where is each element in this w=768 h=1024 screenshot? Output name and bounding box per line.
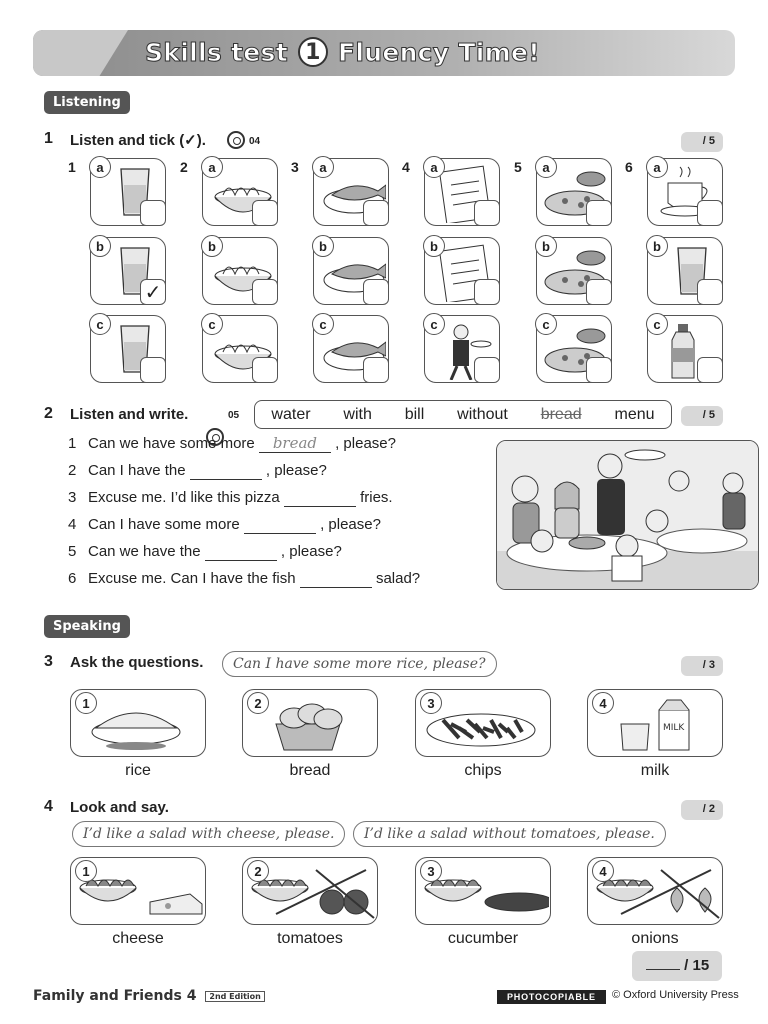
picture-label: bread [289,762,331,779]
fill-in-sentence [68,515,381,534]
option-letter: c [423,313,445,335]
option-letter: c [312,313,334,335]
sentence-number: 5 [68,543,77,560]
tick-box[interactable] [697,200,723,226]
sentence-number: 2 [68,462,77,479]
fill-in-sentence [68,542,342,561]
tick-box[interactable] [474,357,500,383]
word-crossed: bread [540,405,582,423]
option-letter: a [535,156,557,178]
title-number: 1 [298,37,328,67]
sentence-text: Excuse me. I’d like this pizza [88,489,284,506]
sentence-text: salad? [371,570,421,587]
tick-box[interactable] [140,357,166,383]
sentence-text: , please? [276,543,342,560]
answer-option-card [536,315,612,383]
fill-in-sentence [68,461,327,480]
q1-instruction: Listen and tick (✓). [70,132,206,149]
q4-speech-bubble-2: I’d like a salad without tomatoes, please. [353,821,666,847]
total-score [632,951,722,981]
sentence-text: Can we have some more [88,435,259,452]
column-number: 2 [180,159,188,175]
tick-box[interactable] [474,279,500,305]
q2-track: 05 [228,410,240,421]
tick-box[interactable] [586,200,612,226]
answer-blank[interactable] [284,488,356,507]
tick-box[interactable] [474,200,500,226]
banner-stripe [33,30,128,76]
option-letter: a [312,156,334,178]
q4-number: 4 [44,798,53,815]
tick-box[interactable] [363,200,389,226]
q4-score: / 2 [681,800,723,820]
picture-card [70,689,206,757]
option-letter: a [89,156,111,178]
option-letter: c [646,313,668,335]
answer-option-card [424,315,500,383]
picture-label: chips [464,762,502,779]
option-letter: c [535,313,557,335]
word: with [343,405,372,423]
sentence-number: 1 [68,435,77,452]
picture-number: 3 [420,860,442,882]
picture-number: 2 [247,860,269,882]
answer-option-card [313,315,389,383]
section-label-speaking: Speaking [44,615,130,638]
sentence-text: , please? [315,516,381,533]
tick-box[interactable] [697,357,723,383]
tick-box[interactable] [140,200,166,226]
q4-speech-bubble-1: I’d like a salad with cheese, please. [72,821,345,847]
column-number: 3 [291,159,299,175]
option-letter: a [423,156,445,178]
answer-blank[interactable]: bread [259,434,331,453]
section-label-listening: Listening [44,91,130,114]
option-letter: b [89,235,111,257]
picture-card [415,857,551,925]
option-letter: a [646,156,668,178]
q3-instruction: Ask the questions. [70,654,204,671]
picture-number: 2 [247,692,269,714]
picture-card [242,857,378,925]
edition-label: 2nd Edition [205,991,264,1002]
restaurant-scene-image [496,440,759,590]
q3-score: / 3 [681,656,723,676]
sentence-text: , please? [330,435,396,452]
q3-speech-bubble: Can I have some more rice, please? [222,651,497,677]
answer-option-card [647,237,723,305]
word-box [254,400,672,429]
page-title [145,37,540,67]
total-score-label: / 15 [684,957,710,974]
picture-number: 4 [592,692,614,714]
picture-card [415,689,551,757]
sentence-number: 4 [68,516,77,533]
word: water [271,405,311,423]
answer-option-card [536,237,612,305]
sentence-text: Can I have the [88,462,190,479]
answer-option-card [202,237,278,305]
tick-box[interactable] [586,357,612,383]
footer-brand [33,988,265,1004]
answer-option-card [424,158,500,226]
picture-label: milk [640,762,670,779]
tick-box[interactable] [252,357,278,383]
q2-instruction: Listen and write. [70,406,189,423]
q3-number: 3 [44,653,53,670]
sentence-number: 6 [68,570,77,587]
picture-label: onions [631,930,679,947]
answer-option-card [202,158,278,226]
picture-label: cheese [112,930,164,947]
word: without [457,405,508,423]
sentence-number: 3 [68,489,77,506]
option-letter: a [201,156,223,178]
answer-option-card [90,158,166,226]
picture-label: tomatoes [277,930,343,947]
tick-box[interactable] [252,200,278,226]
sentence-text: Can we have the [88,543,205,560]
title-prefix: Skills test [145,37,288,67]
column-number: 5 [514,159,522,175]
option-letter: c [201,313,223,335]
picture-number: 1 [75,692,97,714]
word: bill [404,405,425,423]
fill-in-sentence [68,488,393,507]
picture-card [242,689,378,757]
q1-track: 04 [249,136,261,147]
q4-instruction: Look and say. [70,799,169,816]
picture-label: cucumber [447,930,519,947]
title-suffix: Fluency Time! [337,37,540,67]
column-number: 4 [402,159,410,175]
picture-label: rice [125,762,151,779]
option-letter: b [423,235,445,257]
picture-number: 1 [75,860,97,882]
q1-score: / 5 [681,132,723,152]
brand-level: 4 [186,988,197,1004]
sentence-text: Can I have some more [88,516,244,533]
column-number: 1 [68,159,76,175]
brand-name: Family and Friends [33,988,182,1004]
picture-card [587,857,723,925]
cd-icon [227,131,245,149]
tick-box[interactable] [586,279,612,305]
tick-box[interactable] [697,279,723,305]
answer-option-card [90,237,166,305]
fill-in-sentence [68,434,396,453]
answer-blank[interactable] [205,542,277,561]
sentence-text: Excuse me. Can I have the fish [88,570,300,587]
answer-option-card [424,237,500,305]
q2-number: 2 [44,405,53,422]
copyright-text: © Oxford University Press [612,989,739,1001]
answer-option-card [313,237,389,305]
q2-score: / 5 [681,406,723,426]
option-letter: c [89,313,111,335]
column-number: 6 [625,159,633,175]
option-letter: b [312,235,334,257]
option-letter: b [646,235,668,257]
picture-card [587,689,723,757]
answer-option-card [536,158,612,226]
answer-blank[interactable] [244,515,316,534]
answer-option-card [313,158,389,226]
tick-box[interactable] [363,279,389,305]
sentence-text: fries. [355,489,393,506]
title-banner [33,30,735,76]
option-letter: b [535,235,557,257]
picture-number: 4 [592,860,614,882]
answer-option-card [647,315,723,383]
tick-box[interactable]: ✓ [140,279,166,305]
picture-number: 3 [420,692,442,714]
answer-option-card [90,315,166,383]
answer-blank[interactable] [300,569,372,588]
answer-option-card [202,315,278,383]
tick-box[interactable] [363,357,389,383]
word: menu [614,405,655,423]
tick-box[interactable] [252,279,278,305]
option-letter: b [201,235,223,257]
photocopiable-badge: PHOTOCOPIABLE [497,990,606,1004]
answer-option-card [647,158,723,226]
fill-in-sentence [68,569,420,588]
svg-text:MILK: MILK [663,723,685,733]
q1-number: 1 [44,130,53,147]
picture-card [70,857,206,925]
sentence-text: , please? [261,462,327,479]
answer-blank[interactable] [190,461,262,480]
